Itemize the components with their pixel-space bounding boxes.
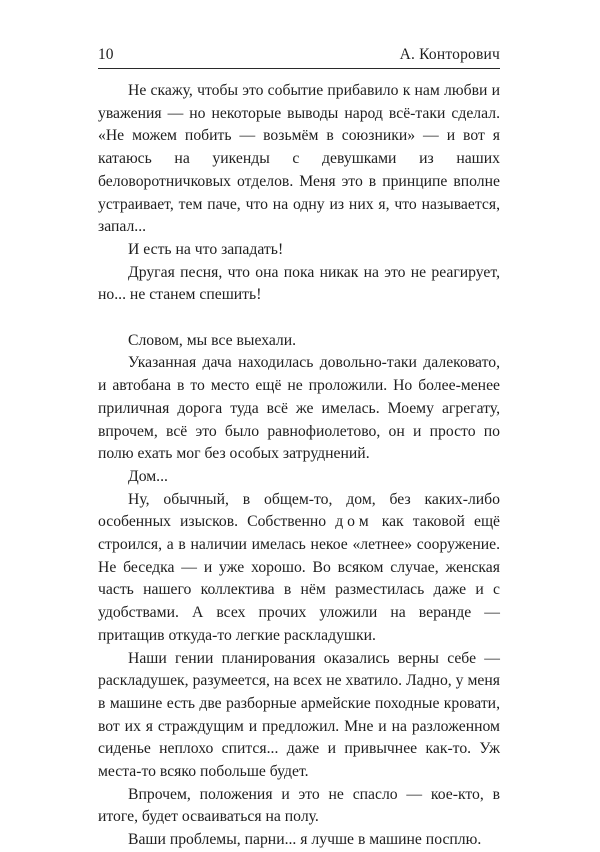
paragraph: Дом... bbox=[128, 467, 168, 485]
paragraph: Не скажу, чтобы это событие прибавило к нам любви и уважения — но некоторые выводы народ всё-таки сделал. «Не можем побить — возьмём в союзники» — и вот я катаюсь на уикенды с девушками из наших беловоротничковых отделов. Меня это в принципе вполне устраивает, тем паче, что на одну из них я, что называется, запал... bbox=[98, 82, 500, 236]
paragraph: Словом, мы все выехали. bbox=[128, 331, 297, 349]
paragraph: Ваши проблемы, парни... я лучше в машине посплю. bbox=[128, 831, 482, 849]
paragraph bbox=[98, 489, 500, 648]
running-header-author: А. Конторович bbox=[399, 46, 500, 63]
body-text bbox=[98, 80, 500, 852]
running-header bbox=[98, 44, 500, 66]
paragraph-text: Ну, обычный, в общем-то, дом, без каких-либо особенных изысков. Собственно bbox=[98, 490, 500, 531]
section-break bbox=[98, 307, 500, 330]
paragraph: Впрочем, положения и это не спасло — кое-кто, в итоге, будет осваиваться на полу. bbox=[98, 785, 500, 826]
paragraph: Указанная дача находилась довольно-таки далековато, и автобана в то место ещё не проложили. Но более-менее приличная дорога туда всё же имелась. Моему агрегату, впрочем, всё это было равнофиолетово, он и просто по полю ехать мог без особых затруднений. bbox=[98, 354, 500, 463]
header-rule bbox=[98, 68, 500, 69]
paragraph: Другая песня, что она пока никак на это не реагирует, но... не станем спешить! bbox=[98, 263, 500, 304]
page-number: 10 bbox=[98, 46, 114, 63]
emphasized-word: дом bbox=[335, 513, 373, 531]
paragraph: Наши гении планирования оказались верны себе — раскладушек, разумеется, на всех не хватило. Ладно, у меня в машине есть две разборные армейские походные кровати, вот их я страждущим и предложил. Мне и на разложенном сиденье неплохо спится... даже и привычнее как-то. Уж места-то всяко побольше будет. bbox=[98, 649, 500, 781]
paragraph-text: как таковой ещё строился, а в наличии имелась некое «летнее» сооружение. Не беседка — и уже хорошо. Во всяком случае, женская часть нашего коллектива в нём разместилась даже и с удобствами. А всех прочих уложили на веранде — притащив откуда-то легкие раскладушки. bbox=[98, 513, 500, 644]
paragraph: И есть на что западать! bbox=[128, 240, 284, 258]
